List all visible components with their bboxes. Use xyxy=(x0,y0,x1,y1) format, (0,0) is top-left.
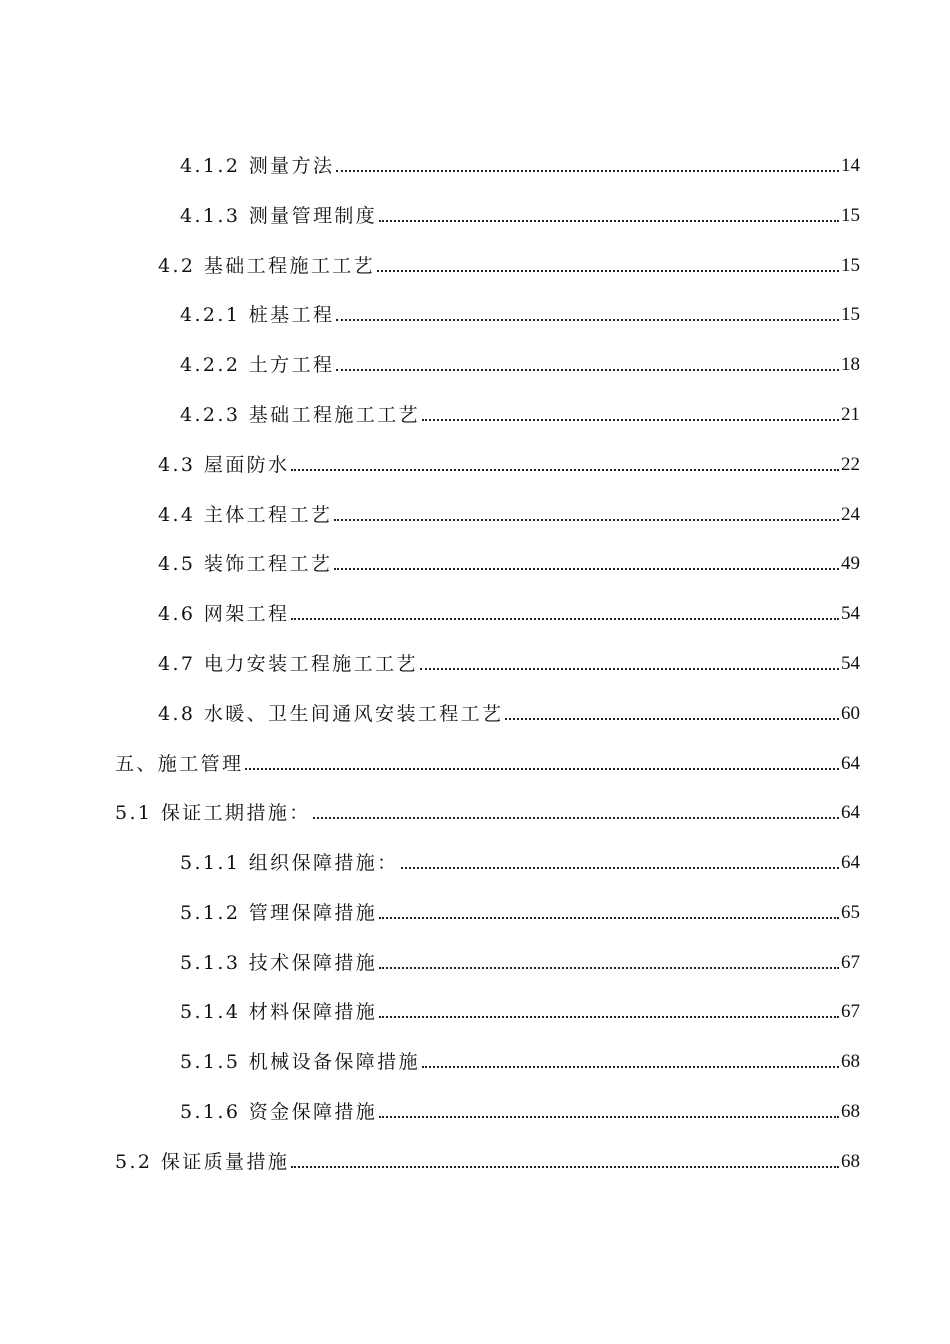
toc-entry-page: 15 xyxy=(841,205,860,226)
toc-entry-title: 4.6 网架工程 xyxy=(158,603,290,625)
toc-entry-page: 64 xyxy=(841,753,860,774)
toc-entry-page: 64 xyxy=(841,802,860,823)
toc-entry[interactable] xyxy=(115,746,860,776)
toc-entry-title: 5.1.2 管理保障措施 xyxy=(180,902,378,924)
toc-entry-page: 49 xyxy=(841,553,860,574)
toc-entry-title: 4.5 装饰工程工艺 xyxy=(158,553,333,575)
toc-entry[interactable] xyxy=(180,297,860,327)
toc-entry[interactable] xyxy=(180,895,860,925)
toc-dot-leader xyxy=(401,867,839,869)
toc-entry[interactable] xyxy=(158,546,860,576)
toc-entry[interactable] xyxy=(158,646,860,676)
toc-entry[interactable] xyxy=(180,148,860,178)
toc-entry-title: 5.1.5 机械设备保障措施 xyxy=(180,1051,420,1073)
toc-entry-title: 4.7 电力安装工程施工工艺 xyxy=(158,653,418,675)
toc-dot-leader xyxy=(336,170,839,172)
toc-dot-leader xyxy=(379,967,839,969)
toc-entry-page: 68 xyxy=(841,1101,860,1122)
toc-dot-leader xyxy=(291,1166,839,1168)
toc-entry-page: 54 xyxy=(841,603,860,624)
toc-entry-title: 4.1.2 测量方法 xyxy=(180,155,335,177)
toc-entry-title: 4.8 水暖、卫生间通风安装工程工艺 xyxy=(158,703,504,725)
toc-dot-leader xyxy=(291,618,839,620)
toc-entry-page: 64 xyxy=(841,852,860,873)
toc-entry-title: 5.1.4 材料保障措施 xyxy=(180,1001,378,1023)
toc-dot-leader xyxy=(422,1066,839,1068)
toc-entry[interactable] xyxy=(180,397,860,427)
toc-entry-title: 五、施工管理 xyxy=(115,753,244,775)
toc-dot-leader xyxy=(379,1116,839,1118)
toc-entry-page: 14 xyxy=(841,155,860,176)
toc-dot-leader xyxy=(379,1016,839,1018)
toc-entry-page: 65 xyxy=(841,902,860,923)
toc-dot-leader xyxy=(334,568,839,570)
toc-entry[interactable] xyxy=(180,945,860,975)
toc-dot-leader xyxy=(313,817,839,819)
toc-entry[interactable] xyxy=(115,795,860,825)
toc-entry-title: 4.3 屋面防水 xyxy=(158,454,290,476)
toc-dot-leader xyxy=(336,369,839,371)
toc-dot-leader xyxy=(422,419,839,421)
toc-dot-leader xyxy=(336,319,839,321)
toc-dot-leader xyxy=(377,270,839,272)
toc-entry[interactable] xyxy=(180,1044,860,1074)
toc-entry-title: 5.1.6 资金保障措施 xyxy=(180,1101,378,1123)
toc-entry-title: 5.1.3 技术保障措施 xyxy=(180,952,378,974)
toc-dot-leader xyxy=(379,917,839,919)
toc-entry-page: 68 xyxy=(841,1051,860,1072)
toc-dot-leader xyxy=(245,768,839,770)
toc-entry[interactable] xyxy=(180,845,860,875)
toc-entry-page: 54 xyxy=(841,653,860,674)
toc-entry-page: 67 xyxy=(841,1001,860,1022)
toc-entry[interactable] xyxy=(158,497,860,527)
toc-entry[interactable] xyxy=(180,198,860,228)
toc-entry[interactable] xyxy=(158,248,860,278)
toc-entry[interactable] xyxy=(158,596,860,626)
toc-entry-page: 15 xyxy=(841,304,860,325)
toc-entry-page: 18 xyxy=(841,354,860,375)
toc-entry-title: 4.2.3 基础工程施工工艺 xyxy=(180,404,420,426)
toc-entry-page: 67 xyxy=(841,952,860,973)
toc-entry-page: 15 xyxy=(841,255,860,276)
toc-entry-page: 68 xyxy=(841,1151,860,1172)
toc-entry[interactable] xyxy=(158,696,860,726)
toc-entry[interactable] xyxy=(180,347,860,377)
toc-entry[interactable] xyxy=(158,447,860,477)
toc-entry-page: 60 xyxy=(841,703,860,724)
toc-entry-title: 5.1 保证工期措施： xyxy=(115,802,311,824)
toc-entry-title: 4.4 主体工程工艺 xyxy=(158,504,333,526)
toc-entry-title: 5.2 保证质量措施 xyxy=(115,1151,290,1173)
toc-entry[interactable] xyxy=(180,994,860,1024)
toc-dot-leader xyxy=(379,220,839,222)
toc-entry-title: 4.2.1 桩基工程 xyxy=(180,304,335,326)
toc-entry-page: 22 xyxy=(841,454,860,475)
toc-entry-title: 5.1.1 组织保障措施： xyxy=(180,852,399,874)
toc-entry-page: 24 xyxy=(841,504,860,525)
toc-entry-title: 4.2.2 土方工程 xyxy=(180,354,335,376)
toc-dot-leader xyxy=(291,469,839,471)
toc-dot-leader xyxy=(420,668,839,670)
toc-entry-title: 4.1.3 测量管理制度 xyxy=(180,205,378,227)
toc-entry-page: 21 xyxy=(841,404,860,425)
toc-entry-title: 4.2 基础工程施工工艺 xyxy=(158,255,376,277)
toc-entry[interactable] xyxy=(115,1144,860,1174)
toc-entry[interactable] xyxy=(180,1094,860,1124)
toc-dot-leader xyxy=(334,519,839,521)
toc-dot-leader xyxy=(505,718,839,720)
